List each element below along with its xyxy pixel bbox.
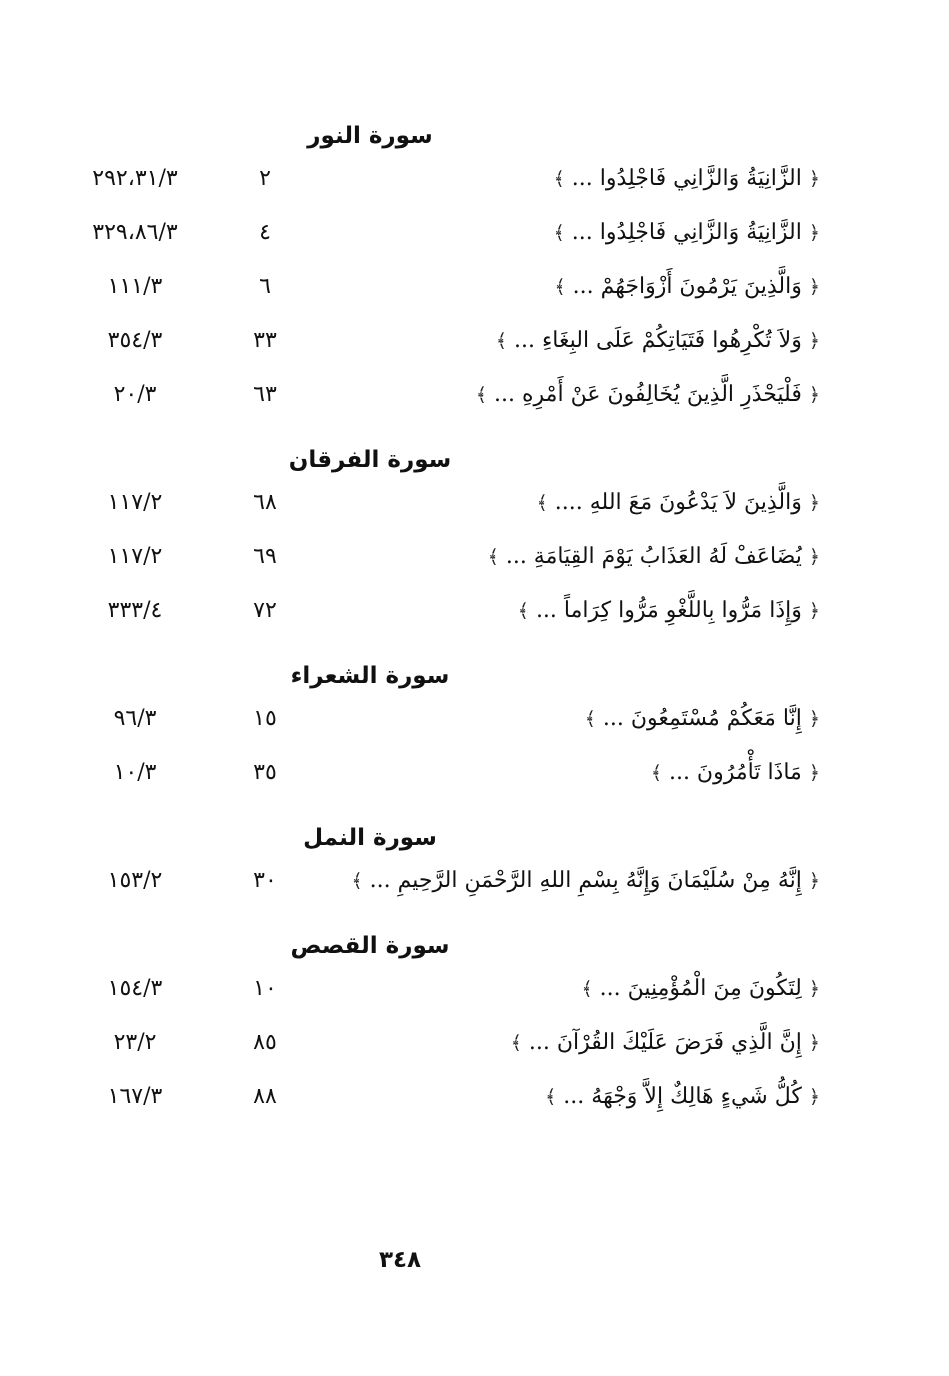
verse-text (585, 702, 820, 736)
verse-text (511, 1026, 820, 1060)
verse-quote: إِنَّهُ مِنْ سُلَيْمَانَ وَإِنَّهُ بِسْمِ اللهِ الرَّحْمَنِ الرَّحِيمِ ... (369, 868, 802, 893)
open-bracket: ﴿ (808, 168, 820, 190)
verse-text (545, 1080, 820, 1114)
verse-quote: وَلاَ تُكْرِهُوا فَتَيَاتِكُمْ عَلَى البِغَاءِ ... (513, 328, 802, 353)
close-bracket: ﴾ (584, 708, 596, 730)
close-bracket: ﴾ (510, 1032, 522, 1054)
page-reference: ١٦٧/٣ (107, 1084, 163, 1109)
surah-title: سورة الشعراء (290, 663, 450, 689)
verse-text (554, 216, 820, 250)
page-reference: ٢٩٢،٣١/٣ (92, 166, 178, 191)
page-reference: ١١١/٣ (107, 274, 163, 299)
surah-title: سورة الفرقان (288, 447, 452, 473)
open-bracket: ﴿ (808, 870, 820, 892)
close-bracket: ﴾ (475, 384, 488, 406)
ayah-number: ٦٣ (253, 382, 277, 407)
open-bracket: ﴿ (808, 762, 820, 784)
close-bracket: ﴾ (581, 978, 593, 1000)
verse-quote: مَاذَا تَأْمُرُونَ ... (668, 760, 802, 785)
page-reference: ١٥٤/٣ (107, 976, 163, 1001)
ayah-number: ٢ (259, 166, 271, 191)
surah-section-nur (60, 118, 820, 424)
close-bracket: ﴾ (545, 1086, 557, 1108)
close-bracket: ﴾ (554, 276, 566, 298)
surah-section-qasas (60, 928, 820, 1126)
verse-text (537, 486, 820, 520)
close-bracket: ﴾ (536, 492, 548, 514)
surah-title: سورة النمل (303, 825, 437, 851)
verse-quote: يُضَاعَفْ لَهُ العَذَابُ يَوْمَ القِيَامَةِ ... (505, 544, 802, 569)
open-bracket: ﴿ (808, 1086, 820, 1108)
index-row (60, 262, 820, 316)
index-row (60, 1018, 820, 1072)
page-reference: ١١٧/٢ (107, 544, 163, 569)
page-reference: ٣٥٤/٣ (107, 328, 163, 353)
verse-text (352, 864, 821, 898)
open-bracket: ﴿ (808, 1032, 820, 1054)
verse-quote: الزَّانِيَةُ وَالزَّانِي فَاجْلِدُوا ... (571, 166, 802, 191)
ayah-number: ٤ (259, 220, 271, 245)
page-reference: ٣٢٩،٨٦/٣ (92, 220, 178, 245)
open-bracket: ﴿ (808, 384, 820, 406)
index-row (60, 532, 820, 586)
ayah-number: ٧٢ (253, 598, 277, 623)
verse-quote: إِنَّا مَعَكُمْ مُسْتَمِعُونَ ... (602, 706, 802, 731)
close-bracket: ﴾ (553, 222, 565, 244)
close-bracket: ﴾ (553, 168, 565, 190)
verse-quote: إِنَّ الَّذِي فَرَضَ عَلَيْكَ القُرْآنَ ... (528, 1030, 802, 1055)
surah-section-naml (60, 820, 820, 910)
page-reference: ٢٣/٢ (113, 1030, 157, 1055)
ayah-number: ٦٨ (253, 490, 277, 515)
close-bracket: ﴾ (351, 870, 363, 892)
index-row (60, 964, 820, 1018)
surah-title: سورة النور (307, 123, 433, 149)
verse-quote: لِتَكُونَ مِنَ الْمُؤْمِنِينَ ... (599, 976, 802, 1001)
verse-text (476, 378, 820, 412)
page-reference: ١٥٣/٢ (107, 868, 163, 893)
index-row (60, 154, 820, 208)
verse-quote: الزَّانِيَةُ وَالزَّانِي فَاجْلِدُوا ... (571, 220, 802, 245)
verse-text (518, 594, 820, 628)
close-bracket: ﴾ (650, 762, 662, 784)
open-bracket: ﴿ (808, 492, 820, 514)
ayah-number: ٦ (259, 274, 271, 299)
open-bracket: ﴿ (808, 978, 820, 1000)
ayah-number: ١٥ (253, 706, 277, 731)
ayah-number: ٨٥ (253, 1030, 277, 1055)
index-row (60, 748, 820, 802)
surah-section-furqan (60, 442, 820, 640)
open-bracket: ﴿ (808, 600, 820, 622)
page-reference: ٩٦/٣ (113, 706, 157, 731)
close-bracket: ﴾ (517, 600, 529, 622)
verse-quote: فَلْيَحْذَرِ الَّذِينَ يُخَالِفُونَ عَنْ أَمْرِهِ ... (494, 382, 802, 407)
page-reference: ٢٠/٣ (113, 382, 157, 407)
verse-text (554, 270, 820, 304)
verse-quote: وَالَّذِينَ يَرْمُونَ أَزْوَاجَهُمْ ... (572, 274, 802, 299)
surah-section-shuara (60, 658, 820, 802)
index-row (60, 694, 820, 748)
open-bracket: ﴿ (808, 708, 820, 730)
verse-quote: وَالَّذِينَ لاَ يَدْعُونَ مَعَ اللهِ .... (554, 490, 802, 515)
open-bracket: ﴿ (808, 546, 820, 568)
index-row (60, 370, 820, 424)
ayah-number: ٣٥ (253, 760, 277, 785)
verse-text (582, 972, 821, 1006)
open-bracket: ﴿ (808, 276, 820, 298)
index-row (60, 316, 820, 370)
open-bracket: ﴿ (808, 330, 820, 352)
index-row (60, 586, 820, 640)
index-row (60, 1072, 820, 1126)
close-bracket: ﴾ (487, 546, 499, 568)
index-row (60, 478, 820, 532)
verse-text (554, 162, 820, 196)
page-reference: ١١٧/٢ (107, 490, 163, 515)
ayah-number: ٦٩ (253, 544, 277, 569)
page-number: ٣٤٨ (378, 1247, 422, 1273)
verse-text (651, 756, 820, 790)
ayah-number: ٣٣ (253, 328, 277, 353)
index-row (60, 856, 820, 910)
ayah-number: ٨٨ (253, 1084, 277, 1109)
surah-title: سورة القصص (290, 933, 450, 959)
close-bracket: ﴾ (495, 330, 507, 352)
open-bracket: ﴿ (808, 222, 820, 244)
page-reference: ٣٣٣/٤ (107, 598, 163, 623)
verse-text (488, 540, 820, 574)
index-row (60, 208, 820, 262)
page-reference: ١٠/٣ (113, 760, 157, 785)
verse-quote: كُلُّ شَيءٍ هَالِكٌ إِلاَّ وَجْهَهُ ... (563, 1084, 802, 1109)
ayah-number: ١٠ (253, 976, 277, 1001)
ayah-number: ٣٠ (253, 868, 277, 893)
verse-quote: وَإِذَا مَرُّوا بِاللَّغْوِ مَرُّوا كِرَاماً ... (535, 598, 802, 623)
verse-text (496, 324, 820, 358)
